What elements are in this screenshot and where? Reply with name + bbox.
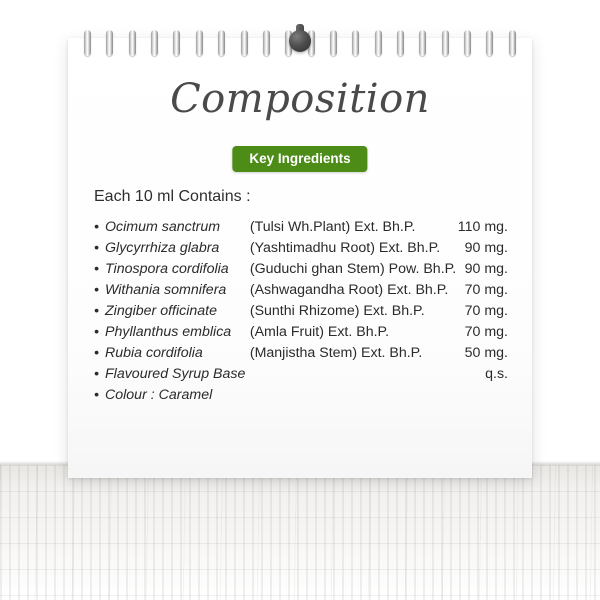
- ingredient-desc: (Sunthi Rhizome) Ext. Bh.P.: [249, 302, 425, 319]
- spiral-ring-icon: [151, 30, 158, 56]
- ingredient-name: Flavoured Syrup Base: [105, 365, 246, 382]
- ingredient-qty: 70 mg.: [464, 302, 508, 319]
- spiral-ring-icon: [129, 30, 136, 56]
- spiral-ring-icon: [509, 30, 516, 56]
- table-row: [94, 258, 508, 279]
- spiral-ring-icon: [330, 30, 337, 56]
- table-row: [94, 279, 508, 300]
- table-row: [94, 342, 508, 363]
- bullet-icon: •: [94, 302, 99, 319]
- spiral-ring-icon: [397, 30, 404, 56]
- spiral-ring-icon: [263, 30, 270, 56]
- table-row: [94, 216, 508, 237]
- page-title: Composition: [170, 76, 430, 122]
- ingredient-name: Rubia cordifolia: [105, 344, 203, 361]
- ingredient-name: Colour : Caramel: [105, 386, 213, 403]
- ingredient-desc: [250, 363, 456, 384]
- bullet-icon: •: [94, 386, 99, 403]
- ingredient-desc: (Amla Fruit) Ext. Bh.P.: [249, 323, 390, 340]
- spiral-ring-icon: [352, 30, 359, 56]
- table-row: [94, 363, 508, 384]
- ingredient-desc: [250, 384, 456, 405]
- ingredient-name: Glycyrrhiza glabra: [105, 239, 220, 256]
- spiral-ring-icon: [84, 30, 91, 56]
- ingredients-table: [94, 216, 508, 405]
- spiral-ring-icon: [442, 30, 449, 56]
- ingredient-name: Phyllanthus emblica: [105, 323, 232, 340]
- bullet-icon: •: [94, 218, 99, 235]
- spiral-ring-icon: [486, 30, 493, 56]
- ingredient-qty: 50 mg.: [464, 344, 508, 361]
- ingredient-qty: 90 mg.: [464, 239, 508, 256]
- spiral-ring-icon: [218, 30, 225, 56]
- ingredient-desc: (Guduchi ghan Stem) Pow. Bh.P.: [249, 260, 457, 277]
- ingredient-name: Zingiber officinate: [105, 302, 217, 319]
- ingredient-desc: (Tulsi Wh.Plant) Ext. Bh.P.: [249, 218, 416, 235]
- wall-calendar: [68, 38, 532, 478]
- hanger-knob-icon: [289, 30, 311, 52]
- ingredient-name: Ocimum sanctrum: [105, 218, 221, 235]
- ingredient-desc: (Yashtimadhu Root) Ext. Bh.P.: [249, 239, 441, 256]
- ingredient-desc: (Manjistha Stem) Ext. Bh.P.: [249, 344, 423, 361]
- spiral-ring-icon: [173, 30, 180, 56]
- status-badge: Key Ingredients: [232, 146, 367, 172]
- ingredient-qty: q.s.: [485, 365, 508, 382]
- ingredient-qty: 70 mg.: [464, 281, 508, 298]
- ingredient-qty: 70 mg.: [464, 323, 508, 340]
- bullet-icon: •: [94, 281, 99, 298]
- bullet-icon: •: [94, 260, 99, 277]
- wooden-table-surface: [0, 465, 600, 600]
- table-row: [94, 300, 508, 321]
- ingredient-qty: 110 mg.: [457, 218, 508, 235]
- spiral-ring-icon: [464, 30, 471, 56]
- spiral-ring-icon: [419, 30, 426, 56]
- spiral-ring-icon: [196, 30, 203, 56]
- table-row: [94, 384, 508, 405]
- ingredient-desc: (Ashwagandha Root) Ext. Bh.P.: [249, 281, 449, 298]
- table-row: [94, 321, 508, 342]
- ingredients-table-body: [94, 216, 508, 405]
- bullet-icon: •: [94, 365, 99, 382]
- ingredient-qty: 90 mg.: [464, 260, 508, 277]
- spiral-ring-icon: [375, 30, 382, 56]
- ingredient-name: Withania somnifera: [105, 281, 227, 298]
- spiral-ring-icon: [106, 30, 113, 56]
- bullet-icon: •: [94, 323, 99, 340]
- bullet-icon: •: [94, 239, 99, 256]
- calendar-content: [68, 38, 532, 478]
- bullet-icon: •: [94, 344, 99, 361]
- table-row: [94, 237, 508, 258]
- section-heading: Each 10 ml Contains :: [94, 188, 251, 205]
- ingredient-name: Tinospora cordifolia: [105, 260, 229, 277]
- spiral-ring-icon: [241, 30, 248, 56]
- ingredient-qty: [456, 384, 508, 405]
